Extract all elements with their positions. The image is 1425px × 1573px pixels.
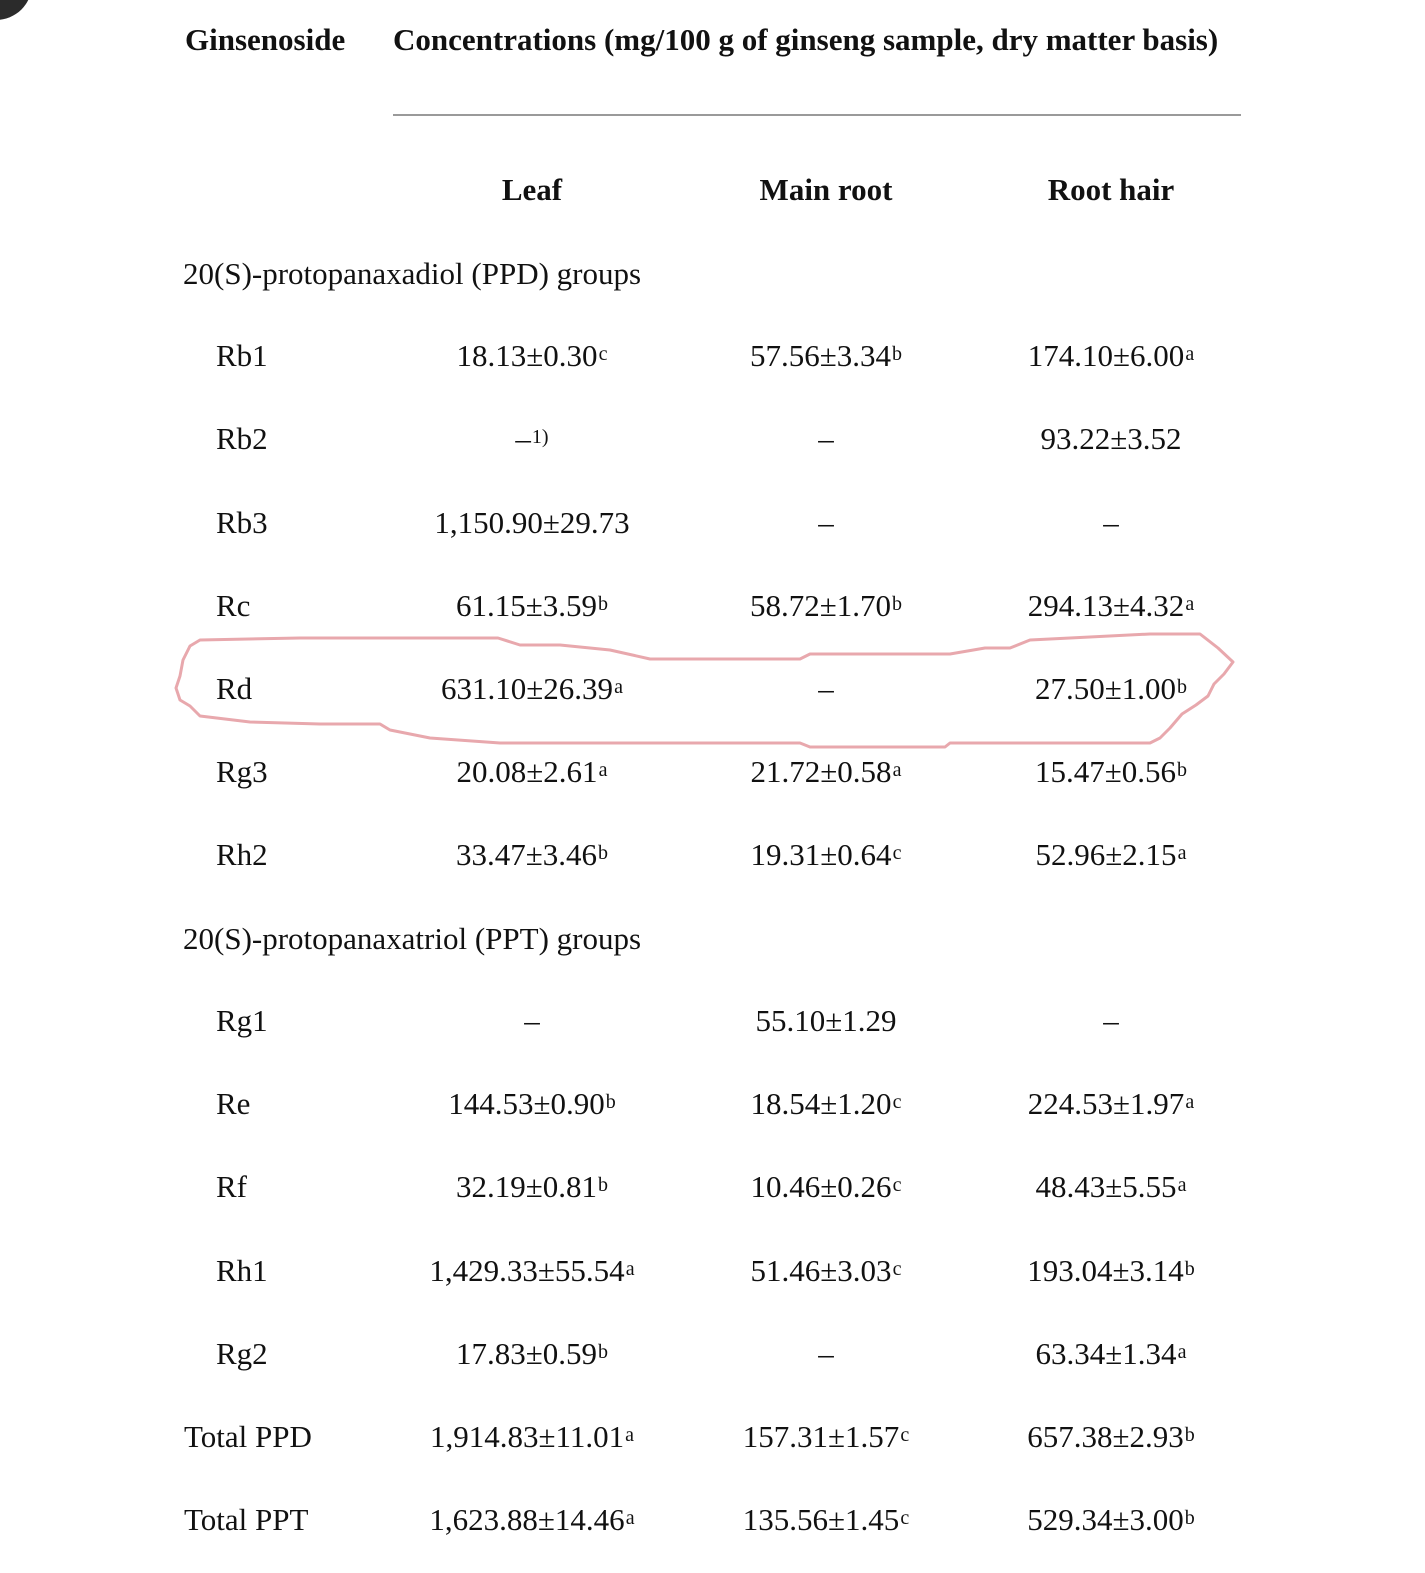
table-cell: [1027, 1253, 1195, 1289]
column-main-root: Main root: [759, 172, 893, 207]
header-concentrations: Concentrations (mg/100 g of ginseng sample, dry matter basis): [393, 22, 1219, 57]
cell-value: 1,429.33±55.54: [429, 1253, 625, 1288]
table-cell: [434, 505, 629, 541]
table-cell: [1027, 1502, 1195, 1538]
table-cell: [1027, 1419, 1195, 1455]
group-ppd-label: 20(S)-protopanaxadiol (PPD) groups: [183, 256, 642, 291]
cell-value: 51.46±3.03: [750, 1253, 892, 1288]
cell-superscript: b: [598, 1341, 609, 1363]
row-label-rh1: Rh1: [216, 1253, 268, 1288]
table-cell: [457, 754, 608, 790]
table-cell: [755, 1003, 896, 1039]
cell-value: 20.08±2.61: [456, 754, 598, 789]
row-label-rb2: Rb2: [216, 421, 268, 456]
table-cell: [1103, 505, 1119, 541]
cell-superscript: c: [900, 1424, 910, 1446]
cell-superscript: a: [625, 1507, 635, 1529]
group-ppt-label: 20(S)-protopanaxatriol (PPT) groups: [183, 921, 642, 956]
cell-superscript: a: [625, 1258, 635, 1280]
table-cell: [429, 1253, 634, 1289]
cell-value: 19.31±0.64: [750, 837, 892, 872]
cell-value: 52.96±2.15: [1035, 837, 1177, 872]
cell-value: 18.54±1.20: [750, 1086, 892, 1121]
column-leaf: Leaf: [501, 172, 563, 207]
table-cell: [818, 505, 834, 541]
cell-value: 157.31±1.57: [742, 1419, 900, 1454]
header-rule: [393, 114, 1241, 116]
cell-superscript: c: [892, 1091, 902, 1113]
cell-value: 33.47±3.46: [455, 837, 598, 872]
table-cell: [1036, 1336, 1187, 1372]
table-cell: [441, 671, 623, 707]
cell-value: 63.34±1.34: [1035, 1336, 1177, 1371]
cell-superscript: b: [605, 1091, 616, 1113]
table-cell: [429, 1502, 634, 1538]
cell-value: 657.38±2.93: [1027, 1419, 1184, 1454]
cell-superscript: a: [625, 1424, 635, 1446]
cell-superscript: a: [1177, 842, 1187, 864]
cell-value: 174.10±6.00: [1027, 338, 1185, 373]
cell-value: 61.15±3.59: [455, 588, 598, 623]
cell-value: 144.53±0.90: [448, 1086, 605, 1121]
row-label-total-ppt: Total PPT: [184, 1502, 309, 1537]
cell-superscript: c: [892, 842, 902, 864]
cell-value: –: [1103, 505, 1119, 540]
table-cell: [448, 1086, 616, 1122]
cell-value: 17.83±0.59: [455, 1336, 598, 1371]
cell-value: 193.04±3.14: [1027, 1253, 1184, 1288]
table-cell: [515, 421, 548, 457]
row-label-rb3: Rb3: [216, 505, 268, 540]
row-label-re: Re: [216, 1086, 251, 1121]
cell-superscript: c: [598, 343, 608, 365]
table-cell: [750, 588, 902, 624]
cell-value: –: [1103, 1003, 1119, 1038]
table-cell: [743, 1502, 909, 1538]
cell-superscript: a: [1177, 1174, 1187, 1196]
cell-superscript: b: [1184, 1424, 1195, 1446]
row-label-rd: Rd: [216, 671, 253, 706]
cell-value: –: [524, 1003, 540, 1038]
cell-value: –: [818, 671, 834, 706]
cell-superscript: c: [900, 1507, 910, 1529]
cell-value: –: [818, 1336, 834, 1371]
cell-superscript: b: [1184, 1258, 1195, 1280]
cell-superscript: b: [598, 842, 609, 864]
table-cell: [1035, 671, 1187, 707]
cell-value: 57.56±3.34: [749, 338, 892, 373]
row-label-rc: Rc: [216, 588, 251, 623]
table-cell: [1028, 588, 1194, 624]
cell-superscript: b: [1177, 759, 1188, 781]
cell-value: 135.56±1.45: [742, 1502, 900, 1537]
table-cell: [1028, 338, 1194, 374]
cell-value: –: [818, 421, 834, 456]
row-label-rg3: Rg3: [216, 754, 268, 789]
row-label-rh2: Rh2: [216, 837, 268, 872]
cell-superscript: b: [598, 593, 609, 615]
cell-superscript: a: [1177, 1341, 1187, 1363]
cell-superscript: a: [598, 759, 608, 781]
cell-value: 32.19±0.81: [455, 1169, 598, 1204]
cell-value: 529.34±3.00: [1027, 1502, 1184, 1537]
row-label-total-ppd: Total PPD: [184, 1419, 312, 1454]
table-cell: [456, 1169, 608, 1205]
cell-value: 1,623.88±14.46: [429, 1502, 625, 1537]
column-root-hair: Root hair: [1047, 172, 1175, 207]
table-cell: [524, 1003, 540, 1039]
cell-superscript: b: [1177, 676, 1188, 698]
cell-superscript: b: [598, 1174, 609, 1196]
cell-value: 58.72±1.70: [749, 588, 892, 623]
table-cell: [1103, 1003, 1119, 1039]
cell-superscript: a: [1185, 343, 1195, 365]
table-cell: [751, 1086, 902, 1122]
table-cell: [818, 671, 834, 707]
table-cell: [818, 421, 834, 457]
table-cell: [751, 1253, 902, 1289]
row-label-rb1: Rb1: [216, 338, 268, 373]
cell-superscript: c: [892, 1174, 902, 1196]
cell-value: 18.13±0.30: [456, 338, 598, 373]
cell-superscript: b: [892, 343, 903, 365]
table-cell: [1028, 1086, 1194, 1122]
cell-value: 224.53±1.97: [1027, 1086, 1185, 1121]
cell-superscript: a: [892, 759, 902, 781]
row-label-rf: Rf: [216, 1169, 247, 1204]
header-ginsenoside: Ginsenoside: [185, 22, 346, 57]
row-label-rg1: Rg1: [216, 1003, 268, 1038]
corner-mark: [0, 0, 32, 20]
cell-value: 10.46±0.26: [750, 1169, 892, 1204]
cell-value: –: [515, 421, 531, 456]
table-cell: [430, 1419, 634, 1455]
cell-value: 1,150.90±29.73: [434, 505, 630, 540]
cell-value: 631.10±26.39: [441, 671, 614, 706]
cell-value: 48.43±5.55: [1035, 1169, 1177, 1204]
table-cell: [1035, 754, 1187, 790]
table-cell: [818, 1336, 834, 1372]
cell-value: 27.50±1.00: [1034, 671, 1177, 706]
cell-value: 93.22±3.52: [1040, 421, 1182, 456]
cell-superscript: b: [1184, 1507, 1195, 1529]
cell-value: –: [818, 505, 834, 540]
cell-superscript: 1): [531, 426, 549, 448]
cell-value: 21.72±0.58: [750, 754, 892, 789]
cell-value: 15.47±0.56: [1034, 754, 1177, 789]
table-cell: [751, 1169, 902, 1205]
table-cell: [750, 338, 902, 374]
table-cell: [1036, 1169, 1187, 1205]
cell-superscript: a: [614, 676, 623, 698]
cell-value: 1,914.83±11.01: [429, 1419, 625, 1454]
cell-superscript: b: [892, 593, 903, 615]
table-cell: [457, 338, 608, 374]
row-label-rg2: Rg2: [216, 1336, 268, 1371]
cell-superscript: a: [1185, 1091, 1195, 1113]
cell-value: 55.10±1.29: [755, 1003, 897, 1038]
table-cell: [456, 837, 608, 873]
table-cell: [751, 754, 902, 790]
cell-superscript: a: [1185, 593, 1195, 615]
cell-value: 294.13±4.32: [1027, 588, 1185, 623]
table-cell: [1036, 837, 1187, 873]
table-cell: [751, 837, 902, 873]
table-cell: [456, 1336, 608, 1372]
table-cell: [456, 588, 608, 624]
table-cell: [743, 1419, 909, 1455]
cell-superscript: c: [892, 1258, 902, 1280]
table-cell: [1040, 421, 1181, 457]
